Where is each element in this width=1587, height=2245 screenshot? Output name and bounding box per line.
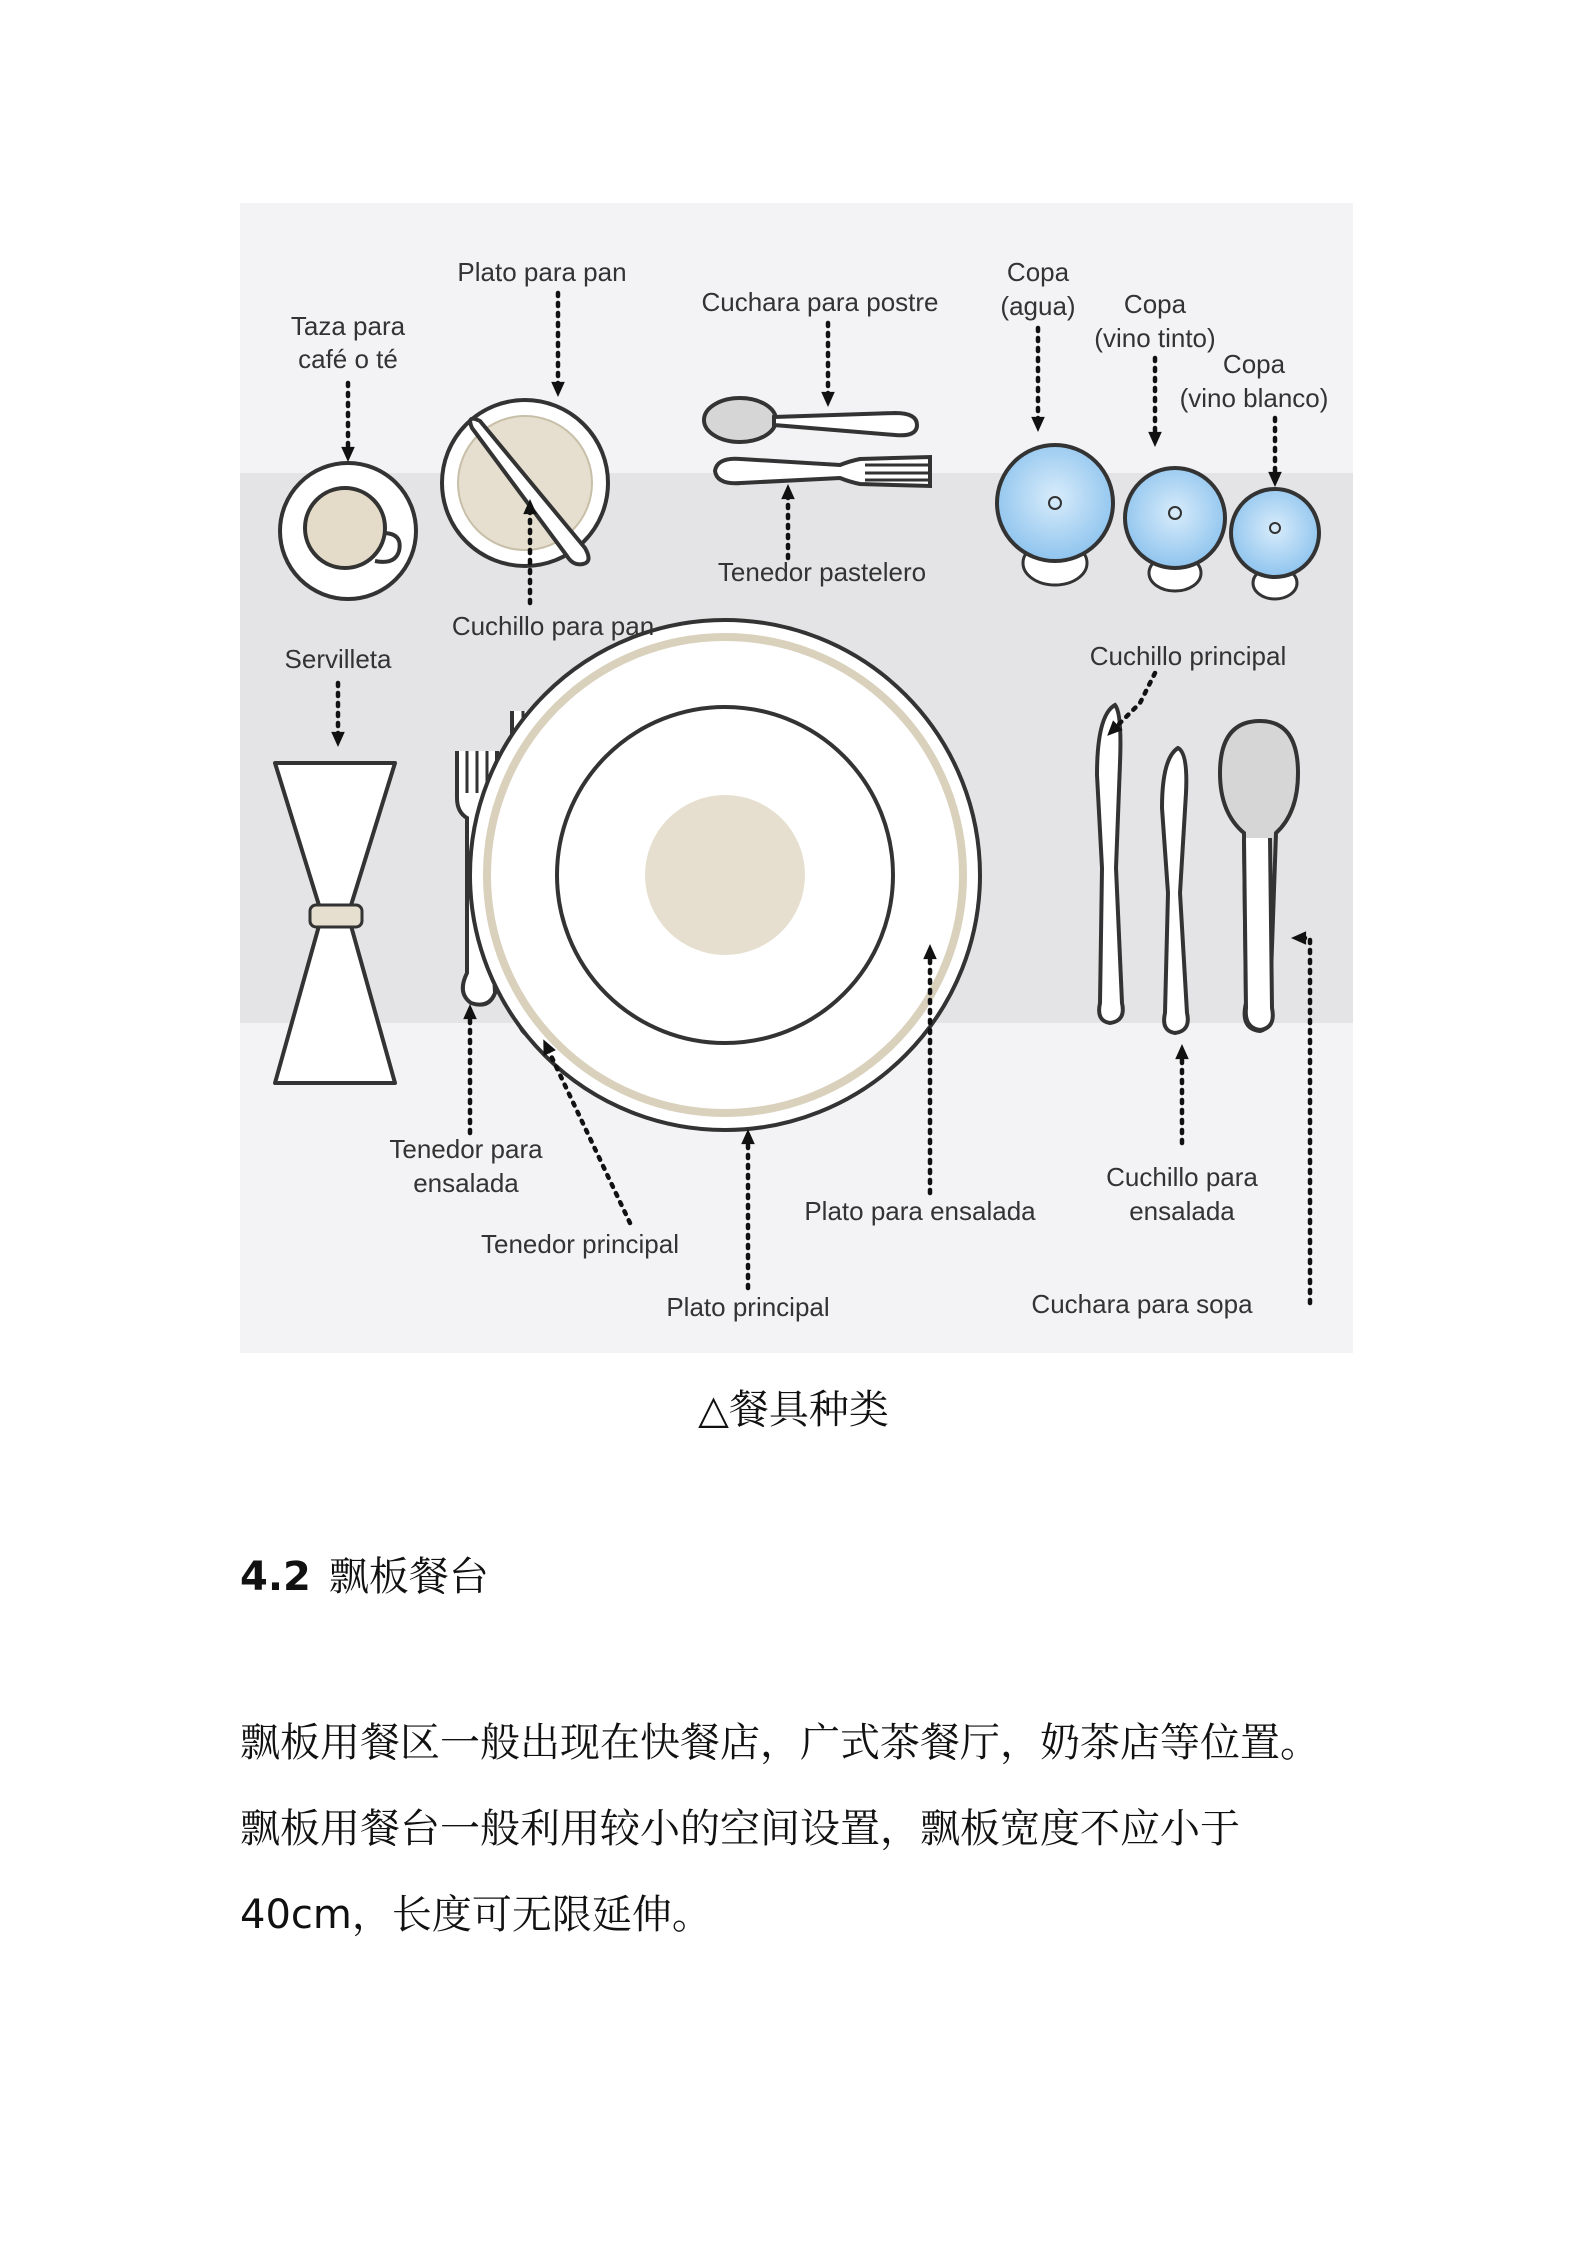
paragraph-line: 40cm，长度可无限延伸。 — [240, 1892, 712, 1938]
label-tenedor-pastelero: Tenedor pastelero — [717, 557, 927, 587]
bread-plate-icon — [442, 400, 608, 566]
label-copa-blanco-1: Copa — [1222, 349, 1286, 379]
label-cuchillo-ensalada-1: Cuchillo para — [1106, 1162, 1258, 1192]
section-heading — [240, 1545, 489, 1602]
label-cuchillo-principal: Cuchillo principal — [1089, 641, 1287, 671]
label-cuchara-sopa: Cuchara para sopa — [1031, 1289, 1253, 1319]
label-cuchillo-ensalada-2: ensalada — [1129, 1196, 1235, 1226]
label-cuchillo-pan: Cuchillo para pan — [451, 611, 655, 641]
table-setting-illustration — [240, 203, 1353, 1353]
label-plato-pan: Plato para pan — [457, 257, 627, 287]
label-copa-blanco-2: (vino blanco) — [1179, 383, 1329, 413]
paragraph-line: 飘板用餐区一般出现在快餐店，广式茶餐厅，奶茶店等位置。 — [240, 1720, 1320, 1766]
label-plato-ensalada: Plato para ensalada — [804, 1196, 1036, 1226]
section-number: 4.2 — [240, 1554, 311, 1600]
label-copa-tinto-1: Copa — [1123, 289, 1187, 319]
label-cuchara-postre: Cuchara para postre — [701, 287, 939, 317]
label-copa-agua-1: Copa — [1006, 257, 1070, 287]
label-copa-tinto-2: (vino tinto) — [1094, 323, 1216, 353]
label-plato-principal: Plato principal — [666, 1292, 830, 1322]
section-title: 飘板餐台 — [328, 1554, 489, 1600]
label-tenedor-ensalada-2: ensalada — [413, 1168, 519, 1198]
label-tenedor-ensalada-1: Tenedor para — [389, 1134, 543, 1164]
label-tenedor-principal: Tenedor principal — [480, 1229, 680, 1259]
label-taza-2: café o té — [298, 344, 398, 374]
body-paragraph — [240, 1700, 1360, 1958]
figure-caption: △餐具种类 — [698, 1387, 889, 1433]
label-taza-1: Taza para — [290, 311, 406, 341]
paragraph-line: 飘板用餐台一般利用较小的空间设置，飘板宽度不应小于 — [240, 1806, 1240, 1852]
label-copa-agua-2: (agua) — [1000, 291, 1076, 321]
coffee-cup-icon — [280, 463, 416, 599]
label-servilleta: Servilleta — [284, 644, 392, 674]
